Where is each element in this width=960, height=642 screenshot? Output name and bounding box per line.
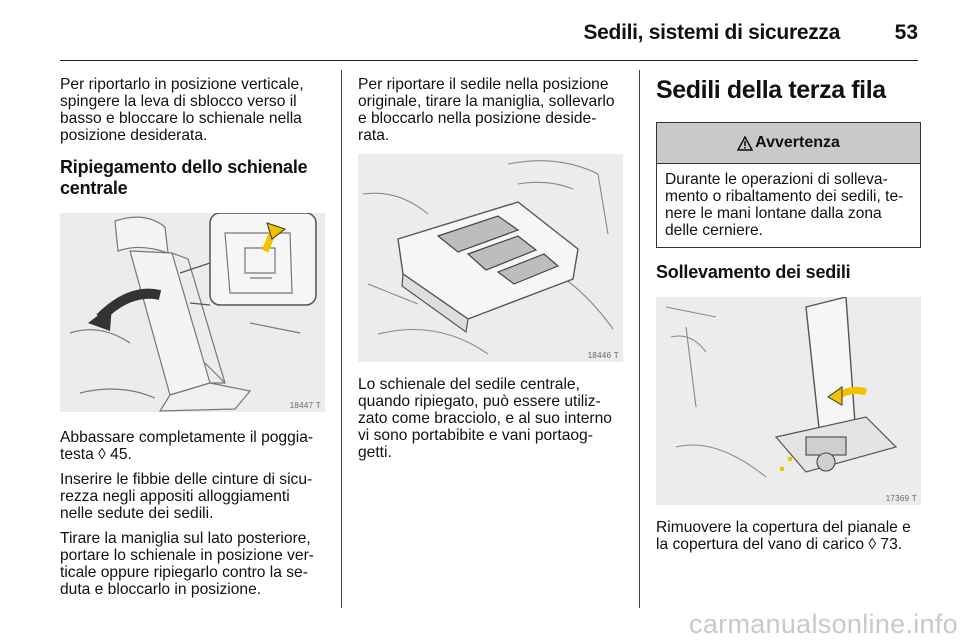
section-heading: Sedili della terza fila <box>656 76 886 104</box>
subheading: Sollevamento dei sedili <box>656 262 851 282</box>
section-heading: Ripiegamento dello schienale centrale <box>60 157 308 198</box>
figure-code: 18446 T <box>587 351 619 360</box>
caption-paragraph: Lo schienale del sedile centrale, quando ripiegato, può essere utiliz-zato come bracciolo, e al suo interno vi sono portabibite e vani portaog-getti. <box>358 376 612 461</box>
paragraph: Abbassare completamente il poggia-testa ◊ 45. <box>60 429 314 463</box>
warning-title: Avvertenza <box>755 134 840 151</box>
warning-triangle-icon <box>737 136 753 151</box>
column-left <box>60 76 325 598</box>
figure-center-backrest <box>60 213 325 412</box>
paragraph: Inserire le fibbie delle cinture di sicu-rezza negli appositi alloggiamenti nelle sedute dei sedili. <box>60 471 313 522</box>
figure-code: 18447 T <box>289 401 321 410</box>
column-divider <box>639 70 640 608</box>
paragraph: Rimuovere la copertura del pianale e la copertura del vano di carico ◊ 73. <box>656 519 911 553</box>
column-divider <box>341 70 342 608</box>
column-right <box>656 76 921 553</box>
section-title: Sedili, sistemi di sicurezza <box>583 21 840 44</box>
warning-text: Durante le operazioni di solleva-mento o ribaltamento dei sedili, te-nere le mani lontane dalla zona delle cerniere. <box>665 171 904 239</box>
warning-box <box>656 122 921 248</box>
armrest-illustration <box>358 154 623 362</box>
intro-paragraph: Per riportarlo in posizione verticale, spingere la leva di sblocco verso il basso e bloccare lo schienale nella posizione desiderata. <box>60 76 304 144</box>
watermark: carmanualsonline.info <box>689 609 958 639</box>
warning-header <box>657 123 920 164</box>
figure-raising-seats <box>656 297 921 505</box>
seat-raise-illustration <box>656 297 921 505</box>
column-middle <box>358 76 624 461</box>
intro-paragraph: Per riportare il sedile nella posizione originale, tirare la maniglia, sollevarlo e bloccarlo nella posizione deside-rata. <box>358 76 615 144</box>
paragraph: Tirare la maniglia sul lato posteriore, portare lo schienale in posizione ver-ticale oppure ripiegarlo contro la se-duta e bloccarlo in posizione. <box>60 530 314 598</box>
page-header <box>60 18 918 61</box>
figure-armrest <box>358 154 623 362</box>
figure-code: 17369 T <box>885 494 917 503</box>
seat-illustration <box>60 213 325 412</box>
page-number: 53 <box>894 21 918 44</box>
